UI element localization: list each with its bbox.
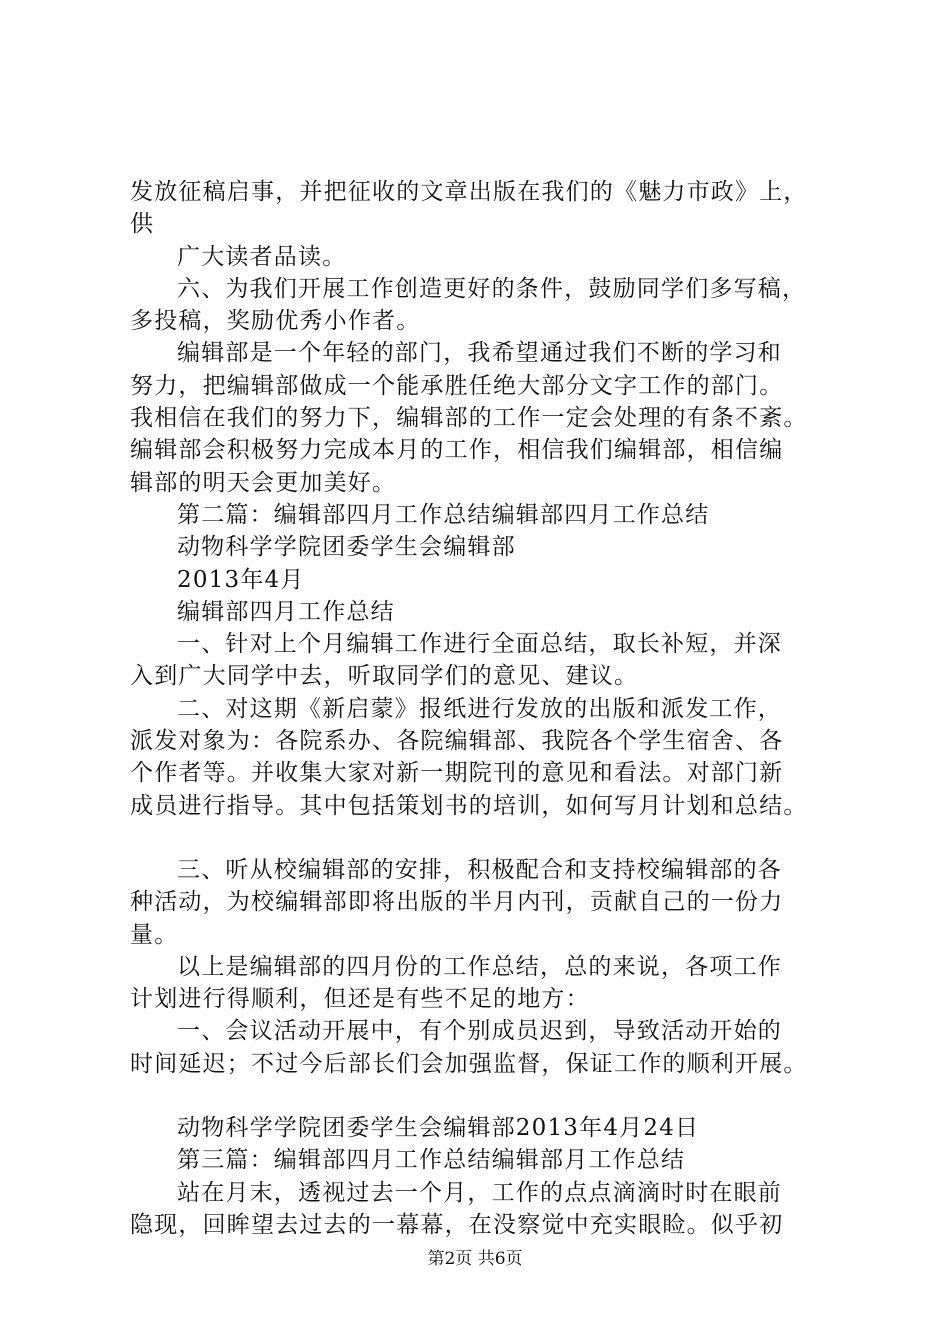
text-line: 隐现，回眸望去过去的一幕幕，在没察觉中充实眼睑。似乎初 <box>130 1211 784 1238</box>
text-line: 辑部的明天会更加美好。 <box>130 469 397 496</box>
blank-line <box>130 822 830 854</box>
blank-line <box>130 1080 830 1112</box>
text-line: 编辑部是一个年轻的部门，我希望通过我们不断的学习和 <box>177 340 782 367</box>
section-heading: 第二篇：编辑部四月工作总结编辑部四月工作总结 <box>177 501 710 528</box>
section-heading: 第三篇：编辑部四月工作总结编辑部月工作总结 <box>177 1147 686 1174</box>
text-line: 以上是编辑部的四月份的工作总结，总的来说，各项工作 <box>177 953 782 980</box>
signature-line: 动物科学学院团委学生会编辑部2013年4月24日 <box>177 1115 700 1142</box>
page-footer: 第2页 共6页 <box>427 1249 523 1269</box>
text-line: 个作者等。并收集大家对新一期院刊的意见和看法。对部门新 <box>130 760 784 787</box>
text-line: 2013年4月 <box>177 566 305 593</box>
text-line: 我相信在我们的努力下，编辑部的工作一定会处理的有条不紊。 <box>130 405 808 432</box>
text-line: 量。 <box>130 921 179 948</box>
text-line: 多投稿，奖励优秀小作者。 <box>130 308 421 335</box>
text-line: 六、为我们开展工作创造更好的条件，鼓励同学们多写稿， <box>177 275 807 302</box>
text-line: 成员进行指导。其中包括策划书的培训，如何写月计划和总结。 <box>130 792 808 819</box>
text-line: 种活动，为校编辑部即将出版的半月内刊，贡献自己的一份力 <box>130 889 784 916</box>
text-line: 一、会议活动开展中，有个别成员迟到，导致活动开始的 <box>177 1018 782 1045</box>
text-line: 编辑部四月工作总结 <box>177 598 395 625</box>
text-line: 时间延迟；不过今后部长们会加强监督，保证工作的顺利开展。 <box>130 1050 808 1077</box>
text-line: 一、针对上个月编辑工作进行全面总结，取长补短，并深 <box>177 631 782 658</box>
text-line: 发放征稿启事，并把征收的文章出版在我们的《魅力市政》上，供 <box>130 179 808 238</box>
text-line: 努力，把编辑部做成一个能承胜任绝大部分文字工作的部门。 <box>130 372 784 399</box>
text-line: 二、对这期《新启蒙》报纸进行发放的出版和派发工作， <box>177 695 782 722</box>
text-line: 计划进行得顺利，但还是有些不足的地方： <box>130 986 590 1013</box>
document-body <box>130 176 830 1241</box>
text-line: 站在月末，透视过去一个月，工作的点点滴滴时时在眼前 <box>177 1179 782 1206</box>
text-line: 派发对象为：各院系办、各院编辑部、我院各个学生宿舍、各 <box>130 728 784 755</box>
text-line: 动物科学学院团委学生会编辑部 <box>177 534 516 561</box>
text-line: 编辑部会积极努力完成本月的工作，相信我们编辑部，相信编 <box>130 437 784 464</box>
text-line: 三、听从校编辑部的安排，积极配合和支持校编辑部的各 <box>177 856 782 883</box>
text-line: 广大读者品读。 <box>177 243 347 270</box>
text-line: 入到广大同学中去，听取同学们的意见、建议。 <box>130 663 639 690</box>
